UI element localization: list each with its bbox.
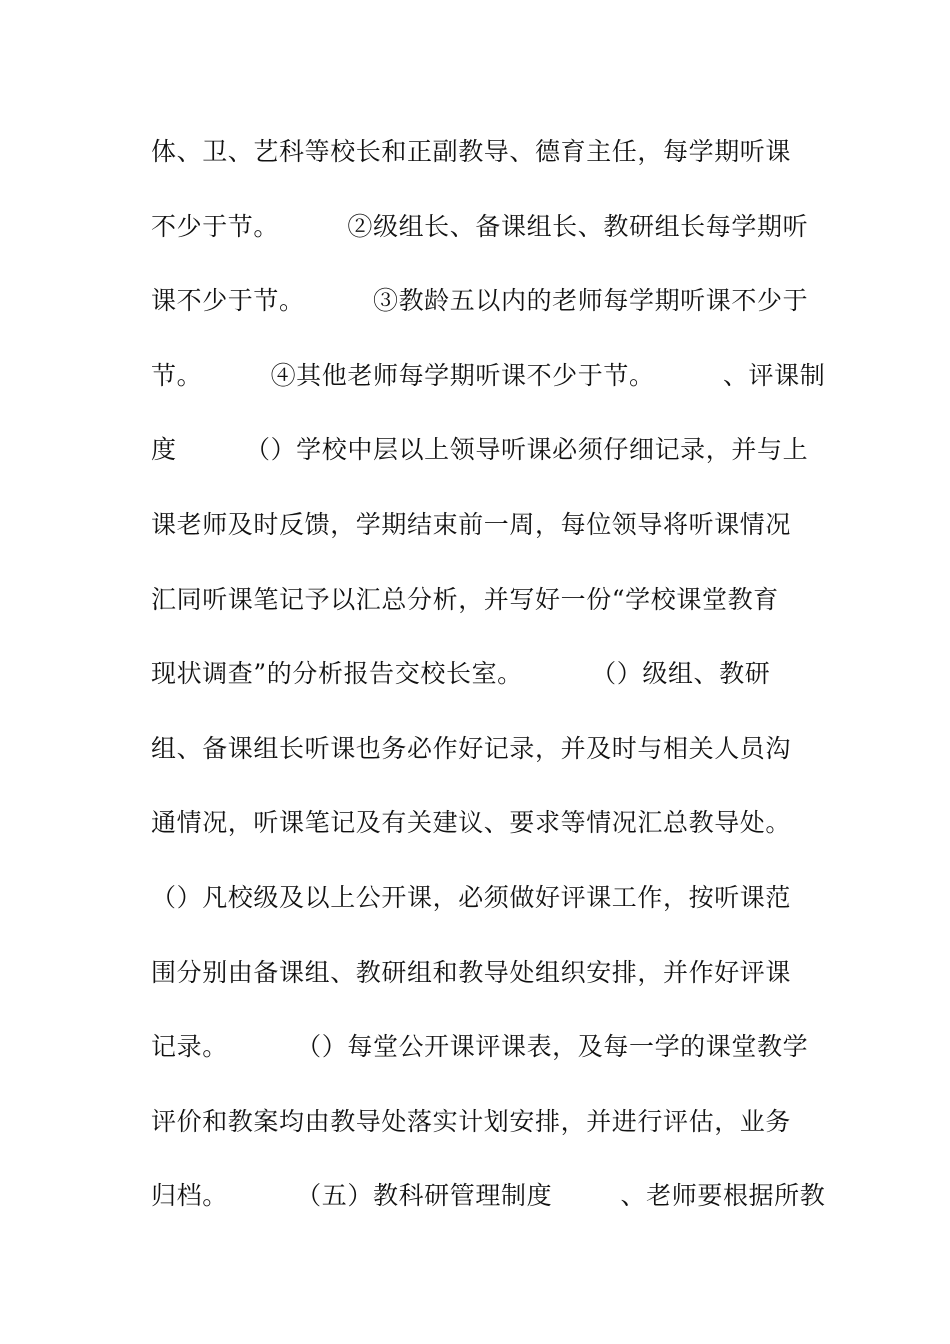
text-line: 汇同听课笔记予以汇总分析，并写好一份“学校课堂教育 [151, 584, 779, 614]
text-line: 节。 ④其他老师每学期听课不少于节。 、评课制 [151, 360, 826, 390]
text-line: 归档。 （五）教科研管理制度 、老师要根据所教 [151, 1181, 826, 1211]
body-text [151, 130, 826, 1249]
text-line: 课老师及时反馈，学期结束前一周，每位领导将听课情况 [151, 509, 792, 539]
text-line: 度 （）学校中层以上领导听课必须仔细记录，并与上 [151, 435, 809, 465]
text-line: 课不少于节。 ③教龄五以内的老师每学期听课不少于 [151, 286, 809, 316]
text-line: 不少于节。 ②级组长、备课组长、教研组长每学期听 [151, 211, 809, 241]
text-line: 组、备课组长听课也务必作好记录，并及时与相关人员沟 [151, 733, 792, 763]
text-line: 现状调查”的分析报告交校长室。 （）级组、教研 [151, 659, 771, 689]
text-line: 通情况，听课笔记及有关建议、要求等情况汇总教导处。 [151, 808, 792, 838]
text-line: 围分别由备课组、教研组和教导处组织安排，并作好评课 [151, 957, 792, 987]
text-line: 体、卫、艺科等校长和正副教导、德育主任，每学期听课 [151, 137, 792, 166]
text-line: （）凡校级及以上公开课，必须做好评课工作，按听课范 [151, 882, 792, 912]
text-line: 记录。 （）每堂公开课评课表，及每一学的课堂教学 [151, 1032, 809, 1062]
text-line: 评价和教案均由教导处落实计划安排，并进行评估，业务 [151, 1106, 792, 1136]
